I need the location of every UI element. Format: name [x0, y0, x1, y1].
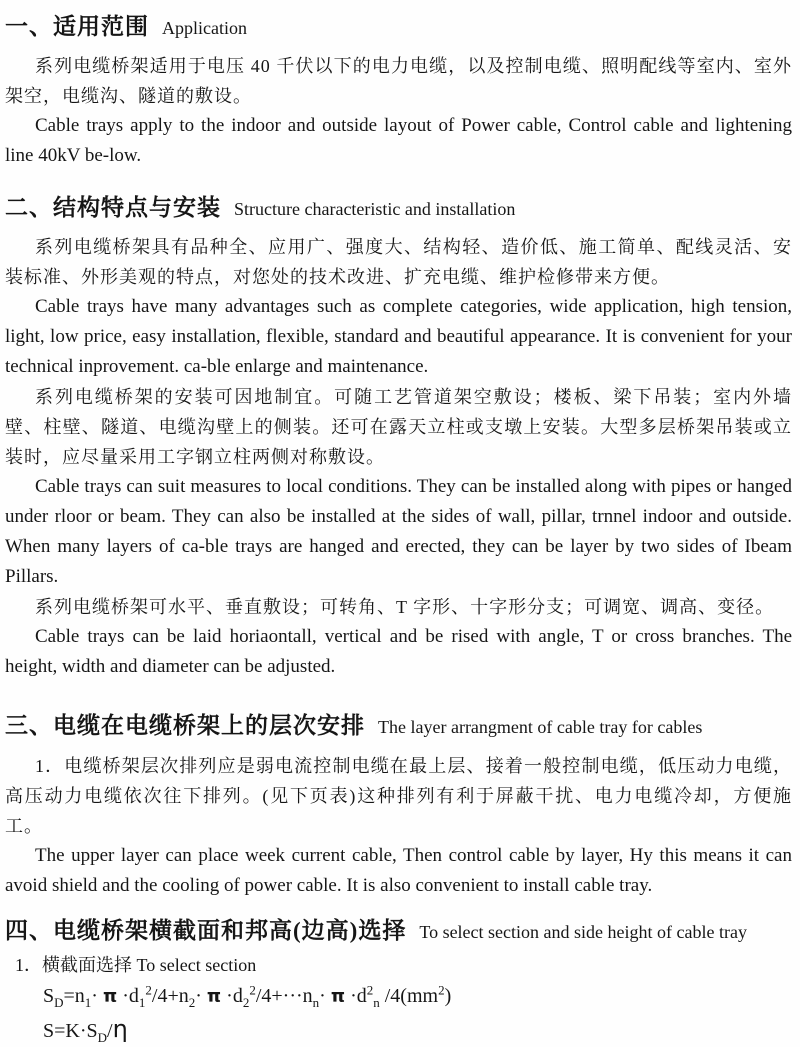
section-2-heading-en: Structure characteristic and installation [234, 199, 516, 219]
para-advantages-en: Cable trays have many advantages such as complete categories, wide application, high tension, light, low price, easy installation, flexible, standard and beautiful appearance. It is convenient for your technical inprovement. ca-ble enlarge and maintenance. [5, 296, 792, 377]
para-installation-en: Cable trays can suit measures to local conditions. They can be installed along with pipes or hanged under rloor or beam. They can also be installed at the sides of wall, pillar, trnnel indoor and outside. When many layers of ca-ble trays are hanged and erected, they can be layer by two sides of Ibeam Pillars. [5, 476, 792, 587]
formula-cross-section-sd: $S_D=n_1\cdot \pi \cdot d_1^2/4+n_2\cdot \pi \cdot d_2^2/4+\cdot\cdot\cdot n_n\cdot \pi \cdot d^2_n$ $/4(mm^2)$ [43, 982, 452, 1010]
section-4-heading-zh: 四、电缆桥架横截面和邦高(边高)选择 [5, 918, 407, 943]
formula-s-equals: $S=K\cdot S_D/\eta$ [43, 1015, 128, 1045]
section-2-structure-installation [5, 191, 792, 682]
para-layer-order-zh: 1．电缆桥架层次排列应是弱电流控制电缆在最上层、接着一般控制电缆，低压动力电缆，高压动力电缆依次往下排列。(见下页表)这种排列有利于屏蔽干扰、电力电缆冷却，方便施工。 [5, 756, 792, 836]
section-1-heading-en: Application [162, 18, 247, 38]
subitem-select-section: 1．横截面选择 To select section [15, 955, 257, 975]
manual-page [5, 10, 792, 1047]
section-2-heading [5, 191, 792, 226]
para-application-zh: 系列电缆桥架适用于电压 40 千伏以下的电力电缆，以及控制电缆、照明配线等室内、室外架空，电缆沟、隧道的敷设。 [5, 56, 792, 106]
section-3-heading [5, 708, 792, 745]
section-3-layer-arrangement [5, 708, 792, 901]
section-2-heading-zh: 二、结构特点与安装 [5, 195, 221, 220]
section-1-heading-zh: 一、适用范围 [5, 14, 149, 39]
section-4-section-selection [5, 913, 792, 1047]
para-laying-zh: 系列电缆桥架可水平、垂直敷设；可转角、T 字形、十字形分支；可调宽、调高、变径。 [35, 597, 775, 617]
section-1-heading [5, 10, 792, 45]
section-3-heading-en: The layer arrangment of cable tray for cables [378, 717, 703, 737]
para-laying-en: Cable trays can be laid horiaontall, vertical and be rised with angle, T or cross branches. The height, width and diameter can be adjusted. [5, 626, 792, 677]
para-advantages-zh: 系列电缆桥架具有品种全、应用广、强度大、结构轻、造价低、施工简单、配线灵活、安装标准、外形美观的特点，对您处的技术改进、扩充电缆、维护检修带来方便。 [5, 237, 792, 287]
section-3-heading-zh: 三、电缆在电缆桥架上的层次安排 [5, 713, 365, 738]
para-application-en: Cable trays apply to the indoor and outside layout of Power cable, Control cable and lightening line 40kV be-low. [5, 115, 792, 166]
section-1-application [5, 10, 792, 171]
para-installation-zh: 系列电缆桥架的安装可因地制宜。可随工艺管道架空敷设；楼板、梁下吊装；室内外墙壁、柱壁、隧道、电缆沟壁上的侧装。还可在露天立柱或支墩上安装。大型多层桥架吊装或立装时，应尽量采用工字钢立柱两侧对称敷设。 [5, 387, 792, 467]
section-4-heading-en: To select section and side height of cable tray [419, 922, 747, 942]
para-layer-order-en: The upper layer can place week current cable, Then control cable by layer, Hy this means it can avoid shield and the cooling of power cable. It is also convenient to install cable tray. [5, 845, 792, 896]
section-4-heading [5, 913, 792, 950]
